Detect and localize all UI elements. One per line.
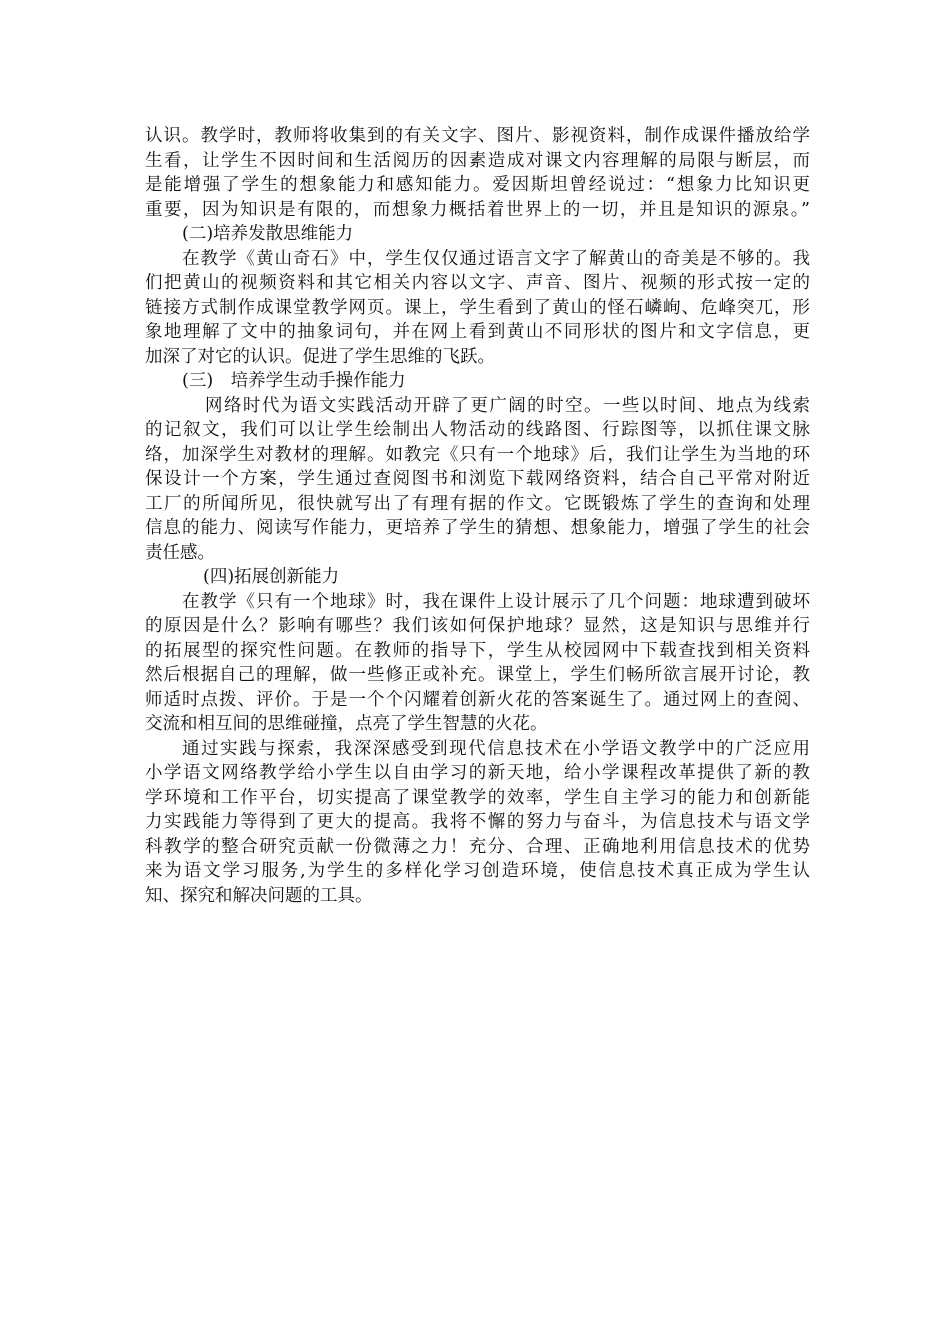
- text-line: 象地理解了文中的抽象词句，并在网上看到黄山不同形状的图片和文字信息，更: [145, 322, 810, 342]
- text-line: 科教学的整合研究贡献一份微薄之力！充分、合理、正确地利用信息技术的优势: [145, 836, 810, 857]
- text-line: 工厂的所闻所见，很快就写出了有理有据的作文。它既锻炼了学生的查询和处理: [145, 493, 810, 514]
- text-line: 责任感。: [145, 542, 215, 563]
- text-line: 的拓展型的探究性问题。在教师的指导下，学生从校园网中下载查找到相关资料: [145, 640, 810, 661]
- text-line: 学环境和工作平台，切实提高了课堂教学的效率，学生自主学习的能力和创新能: [145, 787, 810, 808]
- text-line: 链接方式制作成课堂教学网页。课上，学生看到了黄山的怪石嶙峋、危峰突兀，形: [145, 297, 810, 318]
- paragraph-2: [145, 247, 810, 370]
- text-line: 在教学《黄山奇石》中，学生仅仅通过语言文字了解黄山的奇美是不够的。我: [182, 248, 810, 269]
- text-line: 们把黄山的视频资料和其它相关内容以文字、声音、图片、视频的形式按一定的: [145, 273, 810, 293]
- section-heading-3: (三) 培养学生动手操作能力: [182, 371, 406, 391]
- paragraph-1: [145, 124, 810, 222]
- text-line: 的原因是什么？影响有哪些？我们该如何保护地球？显然，这是知识与思维并行: [145, 616, 810, 636]
- text-line: 然后根据自己的理解，做一些修正或补充。课堂上，学生们畅所欲言展开讨论，教: [145, 665, 810, 685]
- text-line: 来为语文学习服务,为学生的多样化学习创造环境，使信息技术真正成为学生认: [145, 861, 810, 881]
- text-line: 认识。教学时，教师将收集到的有关文字、图片、影视资料，制作成课件播放给学: [145, 126, 810, 146]
- text-line: 交流和相互间的思维碰撞，点亮了学生智慧的火花。: [145, 714, 548, 734]
- text-line: 络，加深学生对教材的理解。如教完《只有一个地球》后，我们让学生为当地的环: [145, 444, 810, 465]
- text-line: 是能增强了学生的想象能力和感知能力。爱因斯坦曾经说过：“想象力比知识更: [145, 175, 810, 195]
- text-line: 重要，因为知识是有限的，而想象力概括着世界上的一切，并且是知识的源泉。”: [145, 199, 810, 220]
- text-line: 知、探究和解决问题的工具。: [145, 885, 373, 906]
- text-line: 力实践能力等得到了更大的提高。我将不懈的努力与奋斗，为信息技术与语文学: [145, 812, 810, 832]
- text-line: 通过实践与探索，我深深感受到现代信息技术在小学语文教学中的广泛应用: [182, 738, 810, 759]
- text-line: 小学语文网络教学给小学生以自由学习的新天地，给小学课程改革提供了新的教: [145, 763, 810, 783]
- text-line: 加深了对它的认识。促进了学生思维的飞跃。: [145, 346, 495, 367]
- paragraph-3: [145, 394, 810, 566]
- text-line: 信息的能力、阅读写作能力，更培养了学生的猜想、想象能力，增强了学生的社会: [145, 518, 810, 538]
- section-heading-4: (四)拓展创新能力: [203, 567, 340, 587]
- text-line: 的记叙文，我们可以让学生绘制出人物活动的线路图、行踪图等，以抓住课文脉: [145, 420, 810, 440]
- section-heading-2: (二)培养发散思维能力: [182, 224, 354, 244]
- paragraph-4: [145, 590, 810, 737]
- text-line: 网络时代为语文实践活动开辟了更广阔的时空。一些以时间、地点为线索: [205, 395, 810, 416]
- paragraph-5: [145, 737, 810, 909]
- text-line: 在教学《只有一个地球》时，我在课件上设计展示了几个问题：地球遭到破坏: [182, 591, 810, 612]
- text-line: 师适时点拨、评价。于是一个个闪耀着创新火花的答案诞生了。通过网上的查阅、: [145, 689, 810, 710]
- text-line: 生看，让学生不因时间和生活阅历的因素造成对课文内容理解的局限与断层，而: [145, 150, 810, 171]
- text-line: 保设计一个方案，学生通过查阅图书和浏览下载网络资料，结合自己平常对附近: [145, 469, 810, 489]
- document-body: [145, 124, 810, 908]
